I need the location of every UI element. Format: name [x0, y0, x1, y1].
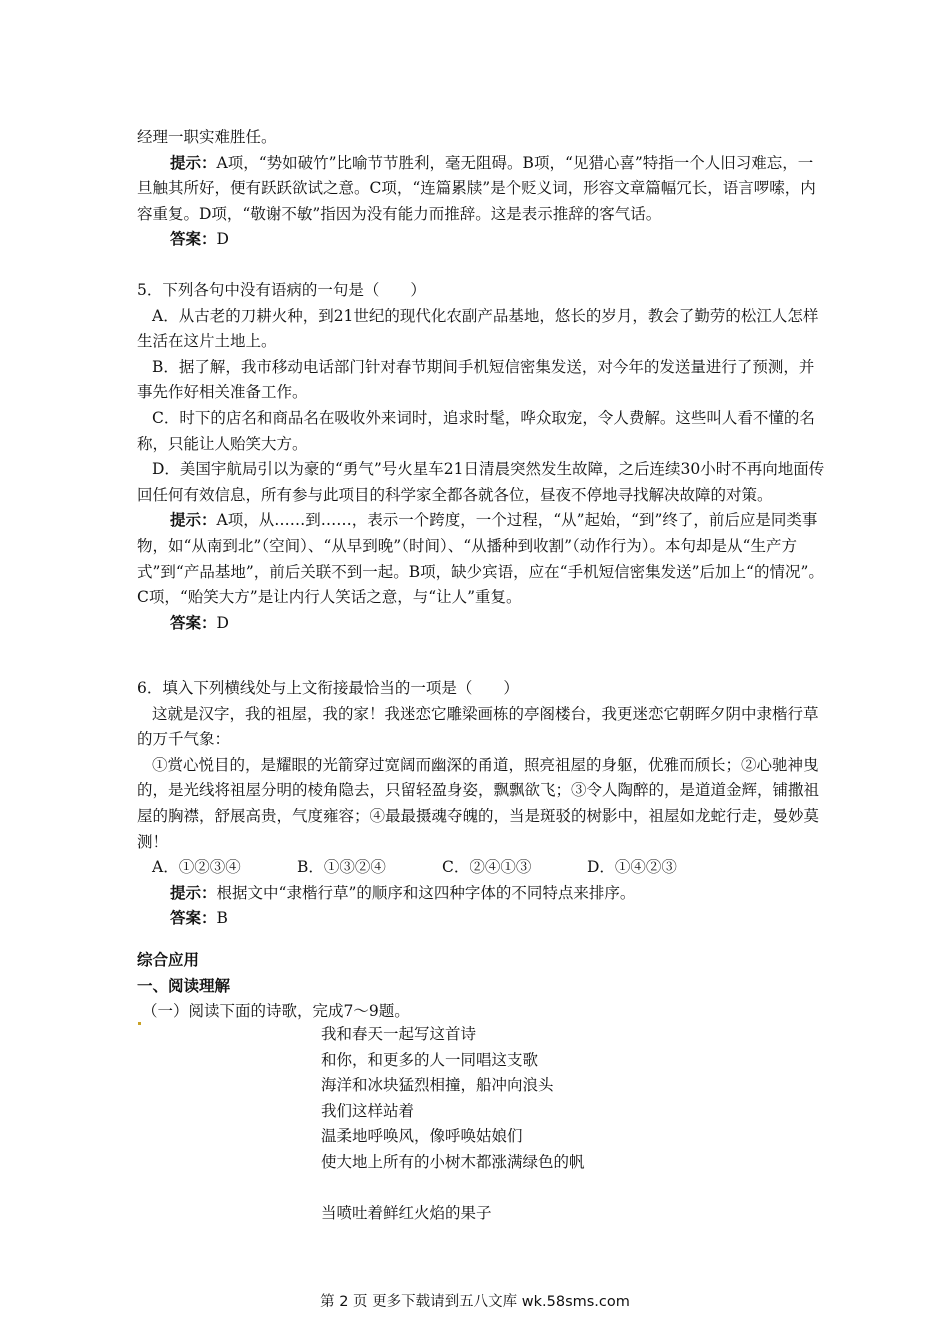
answer-text: B [216, 909, 228, 928]
poem-blank-line [321, 1176, 821, 1202]
q6-option-b: B．①③②④ [297, 858, 386, 877]
q6-hint [137, 881, 827, 907]
intro-section [137, 125, 827, 253]
q6-passage: 这就是汉字，我的祖屋，我的家！我迷恋它雕梁画栋的亭阁楼台，我更迷恋它朝晖夕阴中隶楷行草的万千气象： [137, 704, 819, 749]
hint-label: 提示： [170, 511, 217, 530]
q5-hint [137, 508, 827, 610]
hint-text: 根据文中“隶楷行草”的顺序和这四种字体的不同特点来排序。 [216, 883, 636, 902]
intro-answer [137, 227, 827, 253]
answer-text: D [216, 230, 229, 249]
q6-option-d: D．①④②③ [587, 858, 677, 877]
intro-line: 经理一职实难胜任。 [137, 128, 277, 146]
q6-answer [137, 906, 827, 932]
answer-label: 答案： [170, 613, 217, 632]
q5-option-d: D．美国宇航局引以为豪的“勇气”号火星车21日清晨突然发生故障，之后连续30小时不再向地面传回任何有效信息，所有参与此项目的科学家全都各就各位，昼夜不停地寻找解决故障的对策。 [137, 460, 825, 504]
poem-line: 使大地上所有的小树木都涨满绿色的帆 [321, 1152, 585, 1171]
section-instruction: （一）阅读下面的诗歌，完成7～9题。 [137, 999, 827, 1025]
hint-text: A项，“势如破竹”比喻节节胜利，毫无阻碍。B项，“见猎心喜”特指一个人旧习难忘，一旦触其所好，便有跃跃欲试之意。C项，“连篇累牍”是个贬义词，形容文章篇幅冗长，语言啰嗦，内容重复。D项，“敬谢不敏”指因为没有能力而推辞。这是表示推辞的客气话。 [137, 153, 816, 223]
page-footer: 第 2 页 更多下载请到五八文库 wk.58sms.com [320, 1294, 630, 1310]
q6-items: ①赏心悦目的，是耀眼的光箭穿过宽阔而幽深的甬道，照亮祖屋的身躯，优雅而颀长；②心驰神曳的，是光线将祖屋分明的棱角隐去，只留轻盈身姿，飘飘欲飞；③令人陶醉的，是道道金辉，铺撒祖屋的胸襟，舒展高贵，气度雍容；④最最摄魂夺魄的，当是斑驳的树影中，祖屋如龙蛇行走，曼妙莫测！ [137, 755, 820, 851]
hint-label: 提示： [170, 883, 217, 902]
answer-label: 答案： [170, 230, 217, 249]
poem-line: 当喷吐着鲜红火焰的果子 [321, 1204, 492, 1223]
section-subtitle: 一、阅读理解 [137, 976, 231, 995]
marker-dot [138, 1022, 141, 1025]
answer-label: 答案： [170, 909, 217, 928]
q6-options [137, 855, 827, 881]
poem-line: 和你，和更多的人一同唱这支歌 [321, 1050, 539, 1069]
hint-label: 提示： [170, 153, 217, 172]
answer-text: D [216, 613, 229, 632]
q5-option-a: A．从古老的刀耕火种，到21世纪的现代化农副产品基地，悠长的岁月，教会了勤劳的松江人怎样生活在这片土地上。 [137, 306, 819, 351]
poem-line: 温柔地呼唤风，像呼唤姑娘们 [321, 1127, 523, 1146]
q5-option-b: B．据了解，我市移动电话部门针对春节期间手机短信密集发送，对今年的发送量进行了预测，并事先作好相关准备工作。 [137, 357, 815, 402]
question-5 [137, 278, 827, 636]
q6-stem: 6．填入下列横线处与上文衔接最恰当的一项是（ ） [137, 679, 519, 697]
q5-stem: 5．下列各句中没有语病的一句是（ ） [137, 281, 426, 299]
poem-line: 海洋和冰块猛烈相撞，船冲向浪头 [321, 1076, 554, 1095]
q5-option-c: C．时下的店名和商品名在吸收外来词时，追求时髦，哗众取宠，令人费解。这些叫人看不懂的名称，只能让人贻笑大方。 [137, 408, 815, 453]
q6-option-a: A．①②③④ [152, 858, 241, 877]
poem [321, 1022, 821, 1227]
q5-answer [137, 611, 827, 637]
question-6 [137, 676, 827, 932]
hint-text: A项，从……到……，表示一个跨度，一个过程，“从”起始，“到”终了，前后应是同类事物，如“从南到北”（空间）、“从早到晚”（时间）、“从播种到收割”（动作行为）。本句却是从“生产方式”到“产品基地”，前后关联不到一起。B项，缺少宾语，应在“手机短信密集发送”后加上“的情况”。C项，“贻笑大方”是让内行人笑话之意，与“让人”重复。 [137, 511, 824, 607]
section-title: 综合应用 [137, 951, 200, 969]
q6-option-c: C．②④①③ [442, 858, 532, 877]
intro-hint [137, 151, 827, 228]
section-header [137, 948, 827, 1025]
poem-line: 我和春天一起写这首诗 [321, 1025, 477, 1043]
poem-line: 我们这样站着 [321, 1101, 415, 1120]
